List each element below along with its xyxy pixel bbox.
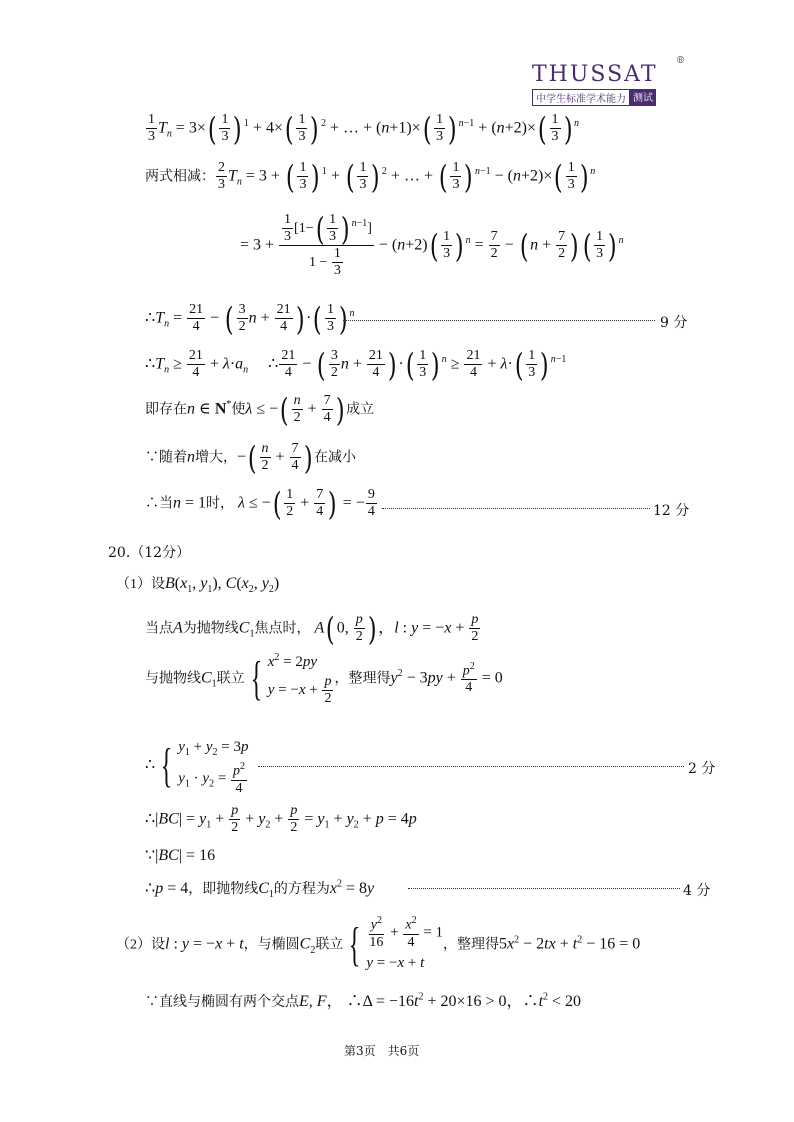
formula-decrease: ∵随着n增大，−( $\frac{n}{2}$ + $\frac{7}{4}$ ) 在减小 [145,438,357,477]
label-with-ellipse: ，与椭圆 [243,937,300,953]
logo-tagline-right: 测试 [630,89,656,106]
score-9: 9 分 [660,315,688,331]
formula-simul-parabola: 与抛物线$C_1$联立 { $x^2 = 2py$ y = −x + $\frac{p}{2}$ ，整理得$y^2 - 3py$ + $\frac{p^2}{4}$ = 0 [145,651,503,707]
formula-third-Tn: $\frac{1}{3}$ $T_n = 3\times$( $\frac{1}{3}$ ) $^1$ + 4×( $\frac{1}{3}$ ) $^2$ + … + (n+1)×( $\frac{1}{3}$ ) $^{n-1}$ + (n+2)×( $\frac{1}{3}$ ) $^n$ [148,109,579,148]
label-comma: ， [188,882,203,897]
formula-discriminant: ∵直线与椭圆有两个交点E, F， ∴Δ = $-16t^2 + 20\times 16 > 0$，$\therefore t^2 < 20$ [145,991,582,1010]
formula-p-value: ∴p = 4，即抛物线$C_1$的方程为$x^2 = 8y$ [145,878,375,901]
label-part1: （1）设 [116,577,165,592]
dotted-leader [408,888,680,889]
label-part2: （2）设 [116,937,165,953]
label-holds: 成立 [346,402,375,418]
part1-setup: （1）设$B(x_1$, $y_1$), $C(x_2$, $y_2$) [116,575,280,596]
label-when-A: 当点 [145,621,173,637]
dotted-leader [382,508,650,509]
formula-focus: 当点A为抛物线$C_1$焦点时， A( 0, $\frac{p}{2}$ ) ，l : y = −x + $\frac{p}{2}$ [145,609,479,648]
label-makes: 使 [231,402,246,418]
label-equation-is: 的方程为 [273,882,330,897]
score-4: 4 分 [683,883,711,899]
score-12: 12 分 [653,503,690,519]
label-decreasing: 在减小 [314,450,357,466]
logo-tagline [532,89,682,106]
label-hence-p: 即抛物线 [202,882,259,897]
label-arrange: ，整理得 [334,671,391,687]
label-when-time: 时， [206,496,235,512]
formula-sum-geometric: = 3 + $\frac{1}{3}$ [1−( $\frac{1}{3}$ ) $^{n-1}$] 1 − $\frac{1}{3}$ − (n+2)( $\frac{1}{3}$ ) $^n$ = $\frac{7}{2}$ − ( n + $\frac{7}{2}$ ) ( $\frac{1}{3}$ ) $^n$ [240,209,624,279]
page-footer: 第3页 共6页 [344,1044,420,1058]
label-arrange2: ，整理得 [443,937,500,953]
label-simul2: 联立 [315,937,344,953]
label-line-intersect: ∵直线与椭圆有两个交点 [145,995,299,1010]
question-20-title: 20.（12分） [108,545,191,561]
formula-Tn-result: $\therefore T_n$ = $\frac{21}{4}$ − ( $\frac{3}{2}$ n + $\frac{21}{4}$ ) ·( $\frac{1}{3}$ ) $^n$ [145,299,355,338]
label-simul: 联立 [216,671,245,687]
label-two-subtract: 两式相减： [145,169,215,185]
label-increase-tail: 增大， [195,450,237,466]
formula-BC-16: ∵|BC| = 16 [145,847,216,864]
formula-exists: 即存在n ∈ N*使λ ≤ −( $\frac{n}{2}$ + $\frac{7}{4}$ ) 成立 [145,390,375,429]
label-simul-parabola: 与抛物线 [145,671,201,687]
formula-lambda-bound: ∴当n = 1时， λ ≤ −( $\frac{1}{2}$ + $\frac{7}{4}$ ) = − $\frac{9}{4}$ [145,484,375,523]
formula-part2: （2）设l : y = −x + t，与椭圆$C_2$联立 { $\frac{y^2}{16}$ + $\frac{x^2}{4}$ = 1 y = −x + t ，整理得$5x^2 - 2tx + t^2 - 16 = 0$ [116,915,641,971]
label-because-increase: ∵随着 [145,450,187,466]
logo-tagline-left: 中学生标准学术能力 [532,89,630,106]
thussat-logo [532,56,685,106]
dotted-leader [258,766,684,767]
formula-subtract: 两式相减： $\frac{2}{3}$ $T_n = 3$ + ( $\frac{1}{3}$ ) $^1$ + ( $\frac{1}{3}$ ) $^2$ + … + ( $\frac{1}{3}$ ) $^{n-1}$ − (n+2)×( $\frac{1}{3}$ ) $^n$ [145,157,596,196]
score-2: 2 分 [688,761,716,777]
formula-inequality: $\therefore T_n$ ≥ $\frac{21}{4}$ + $\lambda\cdot a_n$ ∴ $\frac{21}{4}$ − ( $\frac{3}{2}$ n + $\frac{21}{4}$ ) ·( $\frac{1}{3}$ ) $^n$ ≥ $\frac{21}{4}$ + λ·( $\frac{1}{3}$ ) $^{n-1}$ [145,345,567,384]
label-exists: 即存在 [145,402,187,418]
dotted-leader [343,320,655,321]
label-is-focus: 为抛物线 [182,621,239,637]
label-therefore-when: ∴当 [145,496,173,512]
registered-mark: ® [676,56,685,66]
logo-wordmark: THUSSAT [532,62,658,87]
formula-vieta: ∴ { $y_1 + y_2 = 3p$ $y_1 \cdot y_2$ = $\frac{p^2}{4}$ [145,738,249,796]
label-focus-tail: 焦点时， [254,621,311,637]
formula-chord-length: ∴|BC| = $y_1$ + $\frac{p}{2}$ + $y_2$ + $\frac{p}{2}$ = $y_1 + y_2 + p = 4p$ [145,803,417,836]
